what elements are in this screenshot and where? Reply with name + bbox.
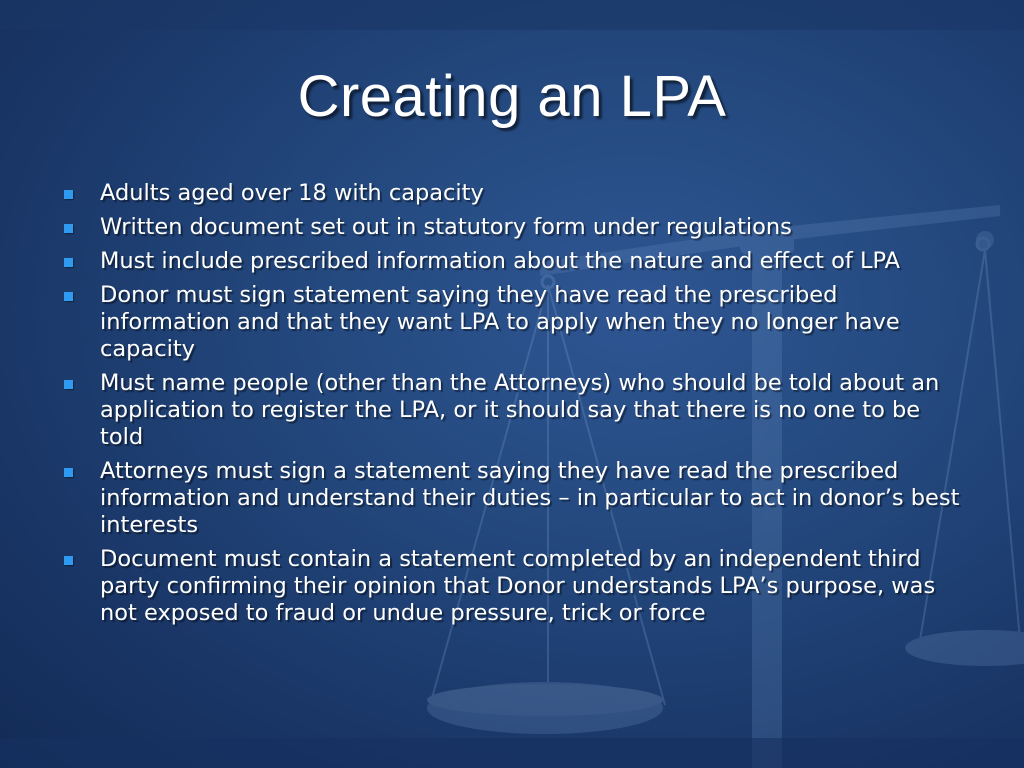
bullet-item <box>62 370 962 451</box>
square-bullet-icon <box>64 556 73 565</box>
square-bullet-icon <box>64 468 73 477</box>
bottom-band <box>0 738 1024 768</box>
bullet-text: Adults aged over 18 with capacity <box>100 180 484 206</box>
square-bullet-icon <box>64 190 73 199</box>
bullet-text: Must name people (other than the Attorneys) who should be told about an application to register the LPA, or it should say that there is no one to be told <box>100 370 940 450</box>
bullet-item <box>62 282 962 363</box>
bullet-list <box>62 180 962 634</box>
bullet-item <box>62 214 962 241</box>
bullet-text: Written document set out in statutory form under regulations <box>100 214 792 240</box>
bullet-item <box>62 546 962 627</box>
bullet-text: Donor must sign statement saying they have read the prescribed information and that they want LPA to apply when they no longer have capacity <box>100 282 900 362</box>
square-bullet-icon <box>64 224 73 233</box>
bullet-text: Must include prescribed information about the nature and effect of LPA <box>100 248 901 274</box>
square-bullet-icon <box>64 380 73 389</box>
bullet-text: Attorneys must sign a statement saying they have read the prescribed information and understand their duties – in particular to act in donor’s best interests <box>100 458 960 538</box>
bullet-item <box>62 248 962 275</box>
square-bullet-icon <box>64 258 73 267</box>
slide-title: Creating an LPA <box>297 64 727 129</box>
bullet-item <box>62 180 962 207</box>
bullet-item <box>62 458 962 539</box>
square-bullet-icon <box>64 292 73 301</box>
bullet-text: Document must contain a statement completed by an independent third party confirming their opinion that Donor understands LPA’s purpose, was not exposed to fraud or undue pressure, trick or force <box>100 546 936 626</box>
